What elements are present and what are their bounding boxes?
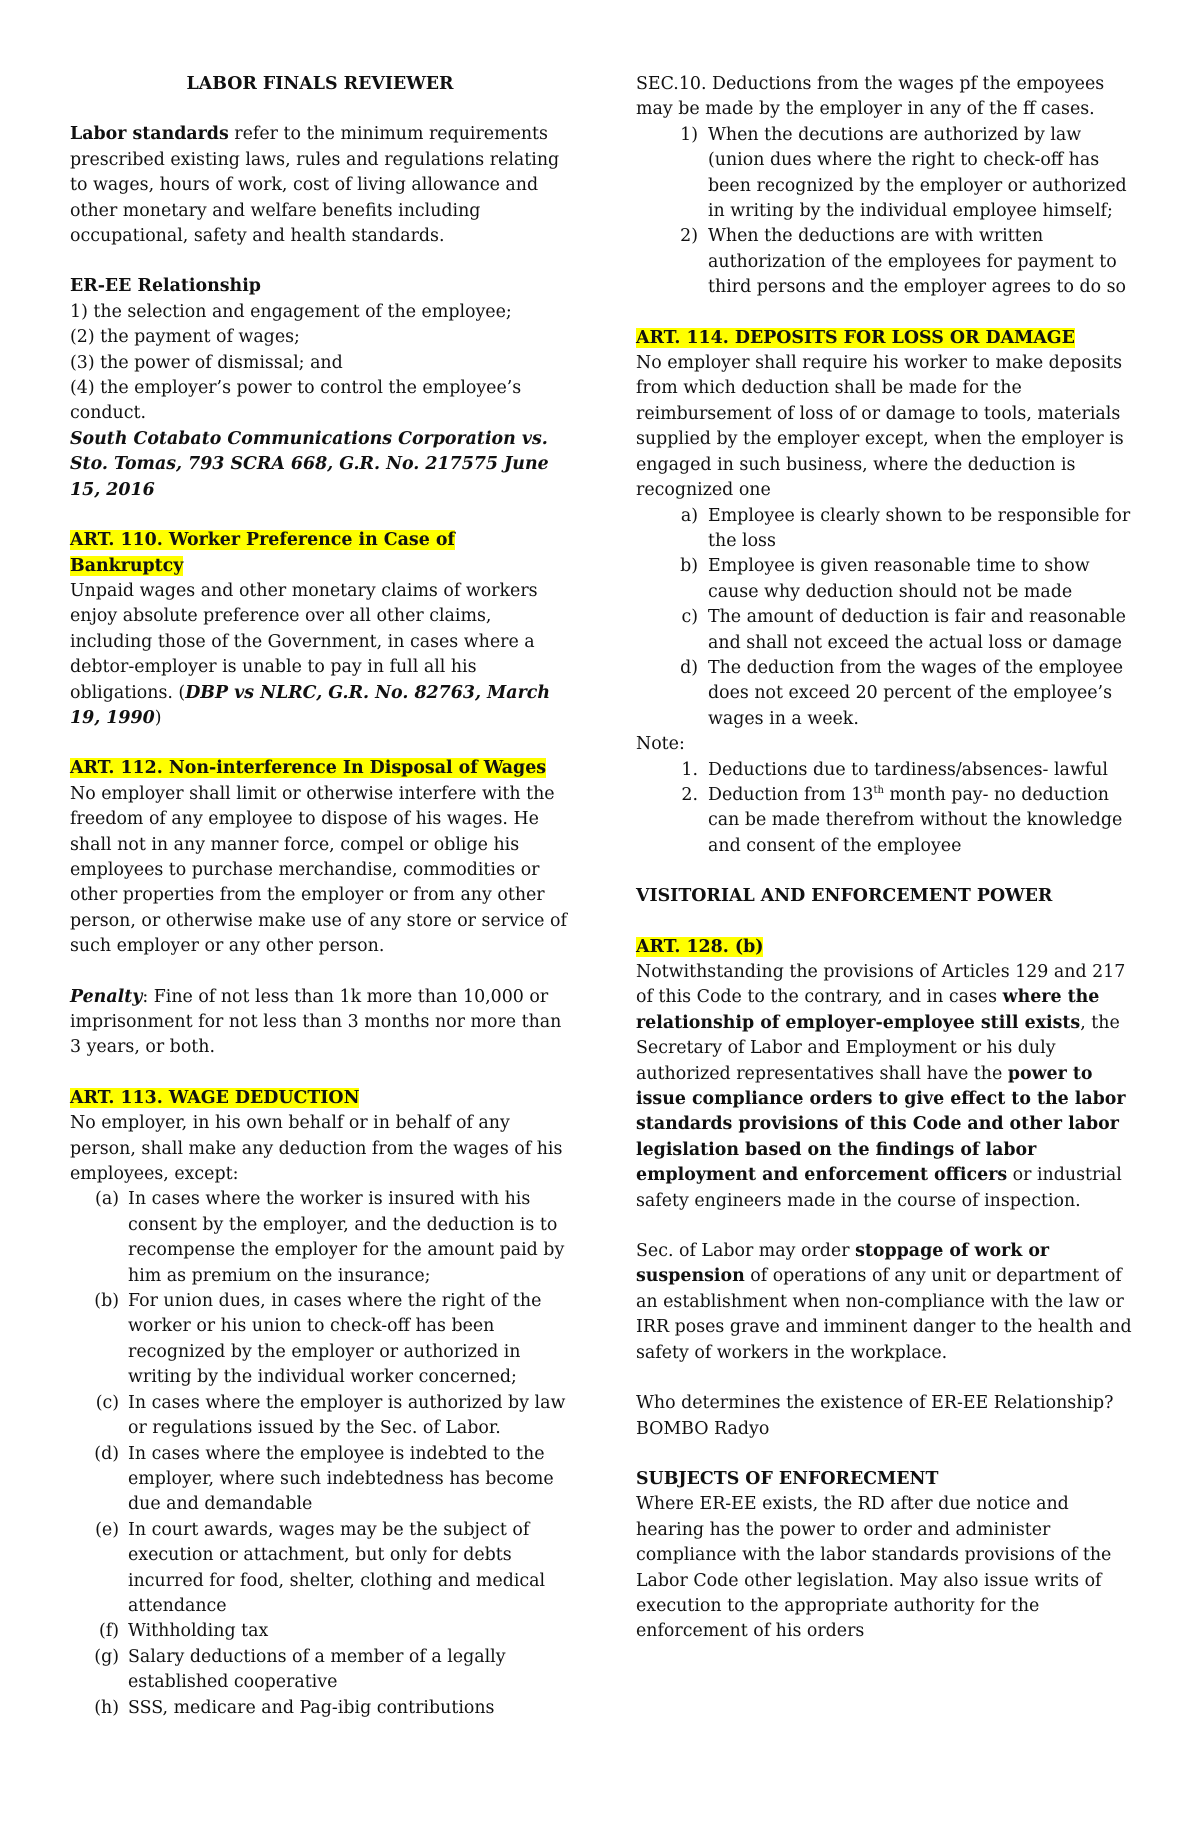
art128-text-1: Notwithstanding the provisions of Articles 129 and 217 of this Code to the contrary, and in cases xyxy=(636,962,1126,1008)
sec10-intro: SEC.10. Deductions from the wages pf the empoyees may be made by the employer in any of the ff cases. xyxy=(636,74,1105,120)
list-item-text: In cases where the worker is insured with his consent by the employer, and the deduction is to recompense the employer for the amount paid by him as premium on the insurance; xyxy=(128,1189,565,1286)
note-text-pre: Deduction from 13 xyxy=(708,784,874,805)
stoppage-text-1: Sec. of Labor may order xyxy=(636,1241,856,1262)
who-question: Who determines the existence of ER-EE Relationship? xyxy=(636,1393,1114,1414)
art114-heading: ART. 114. DEPOSITS FOR LOSS OR DAMAGE xyxy=(636,327,1075,348)
list-marker: a) xyxy=(680,505,698,526)
list-item xyxy=(636,123,1138,225)
art128-bold-2: power to issue compliance orders to give effect to the labor standards provisions of this Code and other labor legislation based on the findings of labor employment and enforcement officers xyxy=(636,1063,1126,1186)
er-ee-item: (2) the payment of wages; xyxy=(70,327,300,348)
labor-standards-text: refer to the minimum requirements prescribed existing laws, rules and regulations relating to wages, hours of work, cost of living allowance and other monetary and welfare benefits including occupational, safety and health standards. xyxy=(70,124,560,247)
list-item-text: When the deductions are with written authorization of the employees for payment to third persons and the employer agrees to do so xyxy=(708,226,1127,298)
art113-exceptions-list xyxy=(70,1187,570,1721)
list-item xyxy=(70,1289,570,1391)
er-ee-citation: South Cotabato Communications Corporation vs. Sto. Tomas, 793 SCRA 668, G.R. No. 217575 June 15, 2016 xyxy=(70,428,549,500)
art128-bold-1: where the relationship of employer-employee still exists xyxy=(636,987,1100,1033)
list-marker: (f) xyxy=(98,1621,119,1642)
list-item xyxy=(70,1391,570,1442)
list-marker: 1. xyxy=(681,759,698,780)
list-marker: c) xyxy=(681,607,698,628)
list-item-text: The amount of deduction is fair and reasonable and shall not exceed the actual loss or damage xyxy=(708,607,1126,653)
list-item-text: Employee is clearly shown to be responsible for the loss xyxy=(708,505,1131,551)
art113-intro: No employer, in his own behalf or in behalf of any person, shall make any deduction from the wages of his employees, except: xyxy=(70,1113,563,1185)
list-item xyxy=(70,1187,570,1289)
art114-intro: No employer shall require his worker to make deposits from which deduction shall be made for the reimbursement of loss of or damage to tools, materials supplied by the employer except, when the employer is engaged in such business, where the deduction is recognized one xyxy=(636,353,1124,501)
stoppage-bold: stoppage of work or suspension xyxy=(636,1241,1050,1287)
list-item xyxy=(636,504,1138,555)
art113-heading-line xyxy=(70,1086,570,1111)
art128-body xyxy=(636,960,1138,1214)
penalty-term: Penalty xyxy=(70,986,143,1007)
list-item-text: When the decutions are authorized by law (union dues where the right to check-off has been recognized by the employer or authorized in writing by the individual employee himself; xyxy=(708,124,1127,222)
list-item-text: In cases where the employer is authorized by law or regulations issued by the Sec. of Labor. xyxy=(128,1392,566,1439)
list-item-text: In court awards, wages may be the subject of execution or attachment, but only for debts incurred for food, shelter, clothing and medical attendance xyxy=(128,1519,546,1616)
list-item-text: Salary deductions of a member of a legally established cooperative xyxy=(128,1646,506,1693)
note-label: Note: xyxy=(636,734,685,755)
list-item xyxy=(70,1619,570,1644)
list-item-text: For union dues, in cases where the right of the worker or his union to check-off has been recognized by the employer or authorized in writing by the individual worker concerned; xyxy=(128,1291,542,1388)
er-ee-item: (4) the employer’s power to control the employee’s conduct. xyxy=(70,378,522,424)
who-answer: BOMBO Radyo xyxy=(636,1418,770,1439)
art110-heading: ART. 110. Worker Preference in Case of Bankruptcy xyxy=(70,530,455,576)
list-item-text: The deduction from the wages of the employee does not exceed 20 percent of the employee’s wages in a week. xyxy=(708,657,1124,729)
list-marker: (g) xyxy=(94,1646,119,1667)
list-item xyxy=(636,783,1138,859)
art110-citation: DBP vs NLRC, G.R. No. 82763, March 19, 1990 xyxy=(70,682,550,728)
list-item-text: Withholding tax xyxy=(128,1621,269,1642)
labor-standards-term: Labor standards xyxy=(70,124,229,145)
list-marker: (a) xyxy=(95,1189,119,1210)
art114-heading-line xyxy=(636,326,1138,351)
right-column xyxy=(636,72,1138,1645)
art114-conditions-list xyxy=(636,504,1138,733)
visitorial-heading: VISITORIAL AND ENFORCEMENT POWER xyxy=(636,886,1053,907)
art110-heading-line xyxy=(70,528,570,579)
stoppage-paragraph xyxy=(636,1239,1138,1366)
art128-text-3: or industrial safety engineers made in the course of inspection. xyxy=(636,1165,1122,1211)
art128-text-2: , the Secretary of Labor and Employment or his duly authorized representatives shall have the xyxy=(636,1012,1120,1084)
list-item xyxy=(70,1645,570,1696)
art112-heading-line xyxy=(70,756,570,781)
list-item xyxy=(636,605,1138,656)
er-ee-heading: ER-EE Relationship xyxy=(70,276,261,297)
list-marker: 1) xyxy=(680,124,698,145)
list-marker: (b) xyxy=(94,1291,119,1312)
list-marker: (d) xyxy=(94,1443,119,1464)
art110-body xyxy=(70,579,570,731)
note-text-post: month pay- no deduction can be made therefrom without the knowledge and consent of the employee xyxy=(708,784,1123,856)
art112-heading: ART. 112. Non-interference In Disposal of Wages xyxy=(70,758,547,779)
art113-heading: ART. 113. WAGE DEDUCTION xyxy=(70,1087,360,1108)
list-item xyxy=(636,554,1138,605)
stoppage-text-2: of operations of any unit or department of an establishment when non-compliance with the law or IRR poses grave and imminent danger to the health and safety of workers in the workplace. xyxy=(636,1266,1132,1363)
art110-text: Unpaid wages and other monetary claims of workers enjoy absolute preference over all other claims, including those of the Government, in cases where a debtor-employer is unable to pay in full all his obligations. ( xyxy=(70,580,538,703)
list-marker: 2. xyxy=(681,784,698,805)
subjects-heading: SUBJECTS OF ENFORECMENT xyxy=(636,1468,939,1489)
er-ee-item: (3) the power of dismissal; and xyxy=(70,352,343,373)
list-marker: (c) xyxy=(95,1392,119,1413)
list-marker: (h) xyxy=(94,1697,119,1718)
list-item xyxy=(70,1518,570,1620)
list-item-text: In cases where the employee is indebted to the employer, where such indebtedness has become due and demandable xyxy=(128,1443,554,1515)
art110-close: ) xyxy=(154,707,162,728)
list-item xyxy=(70,1442,570,1518)
list-item-text xyxy=(708,783,1138,859)
sec10-list xyxy=(636,123,1138,301)
labor-standards-definition xyxy=(70,122,570,249)
notes-list xyxy=(636,758,1138,860)
penalty-paragraph xyxy=(70,985,570,1061)
art112-text: No employer shall limit or otherwise interfere with the freedom of any employee to dispose of his wages. He shall not in any manner force, compel or oblige his employees to purchase merchandise, commodities or other properties from the employer or from any other person, or otherwise make use of any store or service of such employer or any other person. xyxy=(70,783,567,957)
list-marker: b) xyxy=(680,556,698,577)
list-item-text: Deductions due to tardiness/absences- lawful xyxy=(708,759,1108,780)
list-marker: d) xyxy=(680,657,698,678)
art128-heading-line xyxy=(636,935,1138,960)
art128-heading: ART. 128. (b) xyxy=(636,936,764,957)
er-ee-item: 1) the selection and engagement of the employee; xyxy=(70,301,512,322)
list-item xyxy=(636,758,1138,783)
list-item xyxy=(70,1696,570,1721)
document-title: LABOR FINALS REVIEWER xyxy=(186,74,454,94)
list-marker: 2) xyxy=(680,226,698,247)
left-column xyxy=(70,72,570,1721)
ordinal-superscript: th xyxy=(873,785,884,797)
list-item xyxy=(636,224,1138,300)
list-item-text: SSS, medicare and Pag-ibig contributions xyxy=(128,1697,495,1718)
list-marker: (e) xyxy=(95,1519,119,1540)
penalty-text: : Fine of not less than 1k more than 10,000 or imprisonment for not less than 3 months nor more than 3 years, or both. xyxy=(70,986,562,1058)
subjects-text: Where ER-EE exists, the RD after due notice and hearing has the power to order and administer compliance with the labor standards provisions of the Labor Code other legislation. May also issue writs of execution to the appropriate authority for the enforcement of his orders xyxy=(636,1494,1112,1642)
list-item-text: Employee is given reasonable time to show cause why deduction should not be made xyxy=(708,556,1090,602)
list-item xyxy=(636,656,1138,732)
